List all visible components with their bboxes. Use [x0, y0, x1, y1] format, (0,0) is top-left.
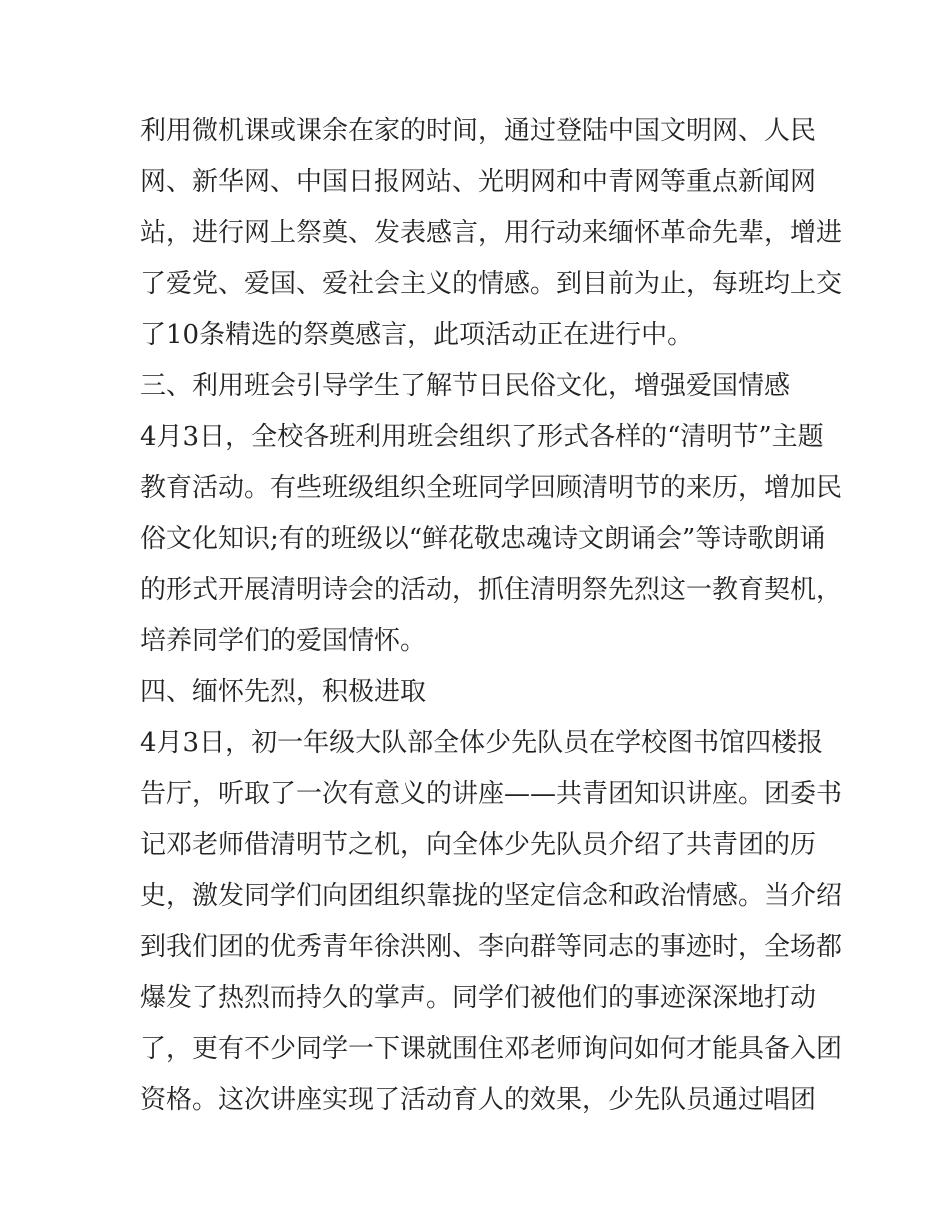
- text-line: 了10条精选的祭奠感言，此项活动正在进行中。: [140, 320, 694, 350]
- text-line: 资格。这次讲座实现了活动育人的效果，少先队员通过唱团: [140, 1085, 817, 1115]
- text-line: 站，进行网上祭奠、发表感言，用行动来缅怀革命先辈，增进: [140, 218, 843, 248]
- document-body: [140, 106, 843, 1126]
- text-line: 史，激发同学们向团组织靠拢的坚定信念和政治情感。当介绍: [140, 881, 843, 911]
- text-line: 记邓老师借清明节之机，向全体少先队员介绍了共青团的历: [140, 830, 817, 860]
- text-line: 4月3日，初一年级大队部全体少先队员在学校图书馆四楼报: [140, 728, 824, 758]
- text-line: 教育活动。有些班级组织全班同学回顾清明节的来历，增加民: [140, 473, 843, 503]
- text-line: 利用微机课或课余在家的时间，通过登陆中国文明网、人民: [140, 116, 817, 146]
- text-line: 了，更有不少同学一下课就围住邓老师询问如何才能具备入团: [140, 1034, 843, 1064]
- text-line: 俗文化知识;有的班级以“鲜花敬忠魂诗文朗诵会”等诗歌朗诵: [140, 524, 826, 554]
- section-heading-3: 三、利用班会引导学生了解节日民俗文化，增强爱国情感: [140, 371, 791, 401]
- text-line: 网、新华网、中国日报网站、光明网和中青网等重点新闻网: [140, 167, 817, 197]
- text-line: 爆发了热烈而持久的掌声。同学们被他们的事迹深深地打动: [140, 983, 817, 1013]
- text-line: 到我们团的优秀青年徐洪刚、李向群等同志的事迹时，全场都: [140, 932, 843, 962]
- text-line: 的形式开展清明诗会的活动，抓住清明祭先烈这一教育契机，: [140, 575, 843, 605]
- text-line: 了爱党、爱国、爱社会主义的情感。到目前为止，每班均上交: [140, 269, 843, 299]
- text-line: 4月3日，全校各班利用班会组织了形式各样的“清明节”主题: [140, 422, 824, 452]
- section-heading-4: 四、缅怀先烈，积极进取: [140, 677, 427, 707]
- text-line: 告厅，听取了一次有意义的讲座——共青团知识讲座。团委书: [140, 779, 843, 809]
- text-line: 培养同学们的爱国情怀。: [140, 626, 427, 656]
